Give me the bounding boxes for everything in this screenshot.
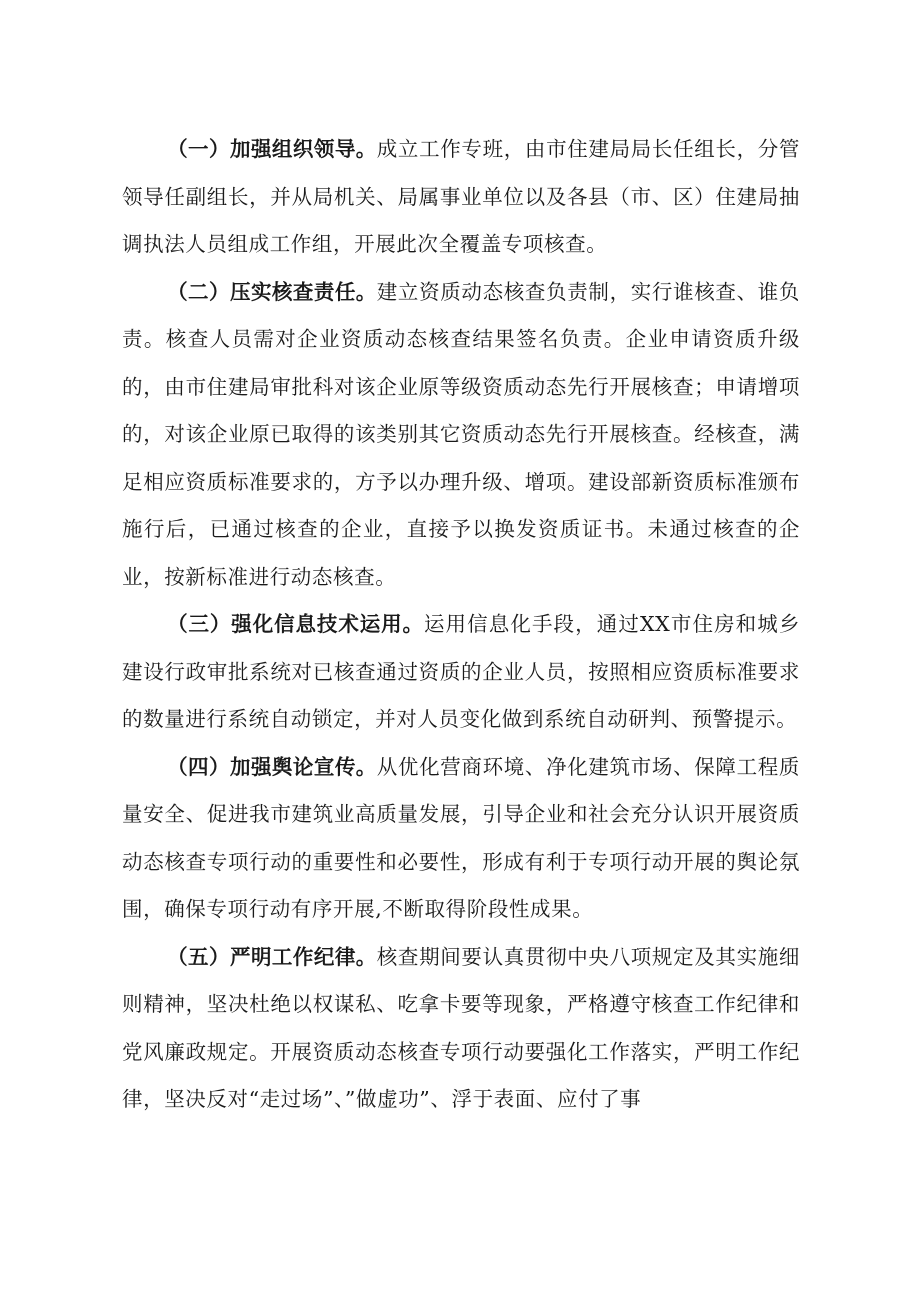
paragraph-heading: （五）严明工作纪律。 xyxy=(167,944,377,969)
paragraph-text: 核查期间要认真贯彻中央八项规定及其实施细则精神，坚决杜绝以权谋私、吃拿卡要等现象，严格遵守核查工作纪律和党风廉政规定。开展资质动态核查专项行动要强化工作落实，严明工作纪律，坚决反对“走过场”、”做虚功”、浮于表面、应付了事 xyxy=(122,944,801,1111)
paragraph-text: 运用信息化手段，通过XX市住房和城乡建设行政审批系统对已核查通过资质的企业人员，按照相应资质标准要求的数量进行系统自动锁定，并对人员变化做到系统自动研判、预警提示。 xyxy=(122,612,800,731)
paragraph-heading: （四）加强舆论宣传。 xyxy=(167,754,377,779)
paragraph-public-publicity xyxy=(122,744,800,934)
paragraph-text: 从优化营商环境、净化建筑市场、保障工程质量安全、促进我市建筑业高质量发展，引导企业和社会充分认识开展资质动态核查专项行动的重要性和必要性，形成有利于专项行动开展的舆论氛围，确保专项行动有序开展,不断取得阶段性成果。 xyxy=(122,754,801,921)
paragraph-heading: （二）压实核查责任。 xyxy=(167,279,377,304)
paragraph-heading: （三）强化信息技术运用。 xyxy=(167,612,424,636)
paragraph-work-discipline xyxy=(122,934,800,1124)
paragraph-heading: （一）加强组织领导。 xyxy=(167,137,377,161)
paragraph-information-technology xyxy=(122,601,800,744)
paragraph-organization-leadership xyxy=(122,126,800,269)
paragraph-text: 建立资质动态核查负责制，实行谁核查、谁负责。核查人员需对企业资质动态核查结果签名负责。企业申请资质升级的，由市住建局审批科对该企业原等级资质动态先行开展核查；申请增项的，对该企业原已取得的该类别其它资质动态先行开展核查。经核查，满足相应资质标准要求的，方予以办理升级、增项。建设部新资质标准颁布施行后，已通过核查的企业，直接予以换发资质证书。未通过核查的企业，按新标准进行动态核查。 xyxy=(122,279,801,589)
paragraph-verification-responsibility xyxy=(122,269,800,602)
document-body xyxy=(122,126,800,1124)
paragraph-text: 成立工作专班，由市住建局局长任组长，分管领导任副组长，并从局机关、局属事业单位以及各县（市、区）住建局抽调执法人员组成工作组，开展此次全覆盖专项核查。 xyxy=(122,137,801,256)
